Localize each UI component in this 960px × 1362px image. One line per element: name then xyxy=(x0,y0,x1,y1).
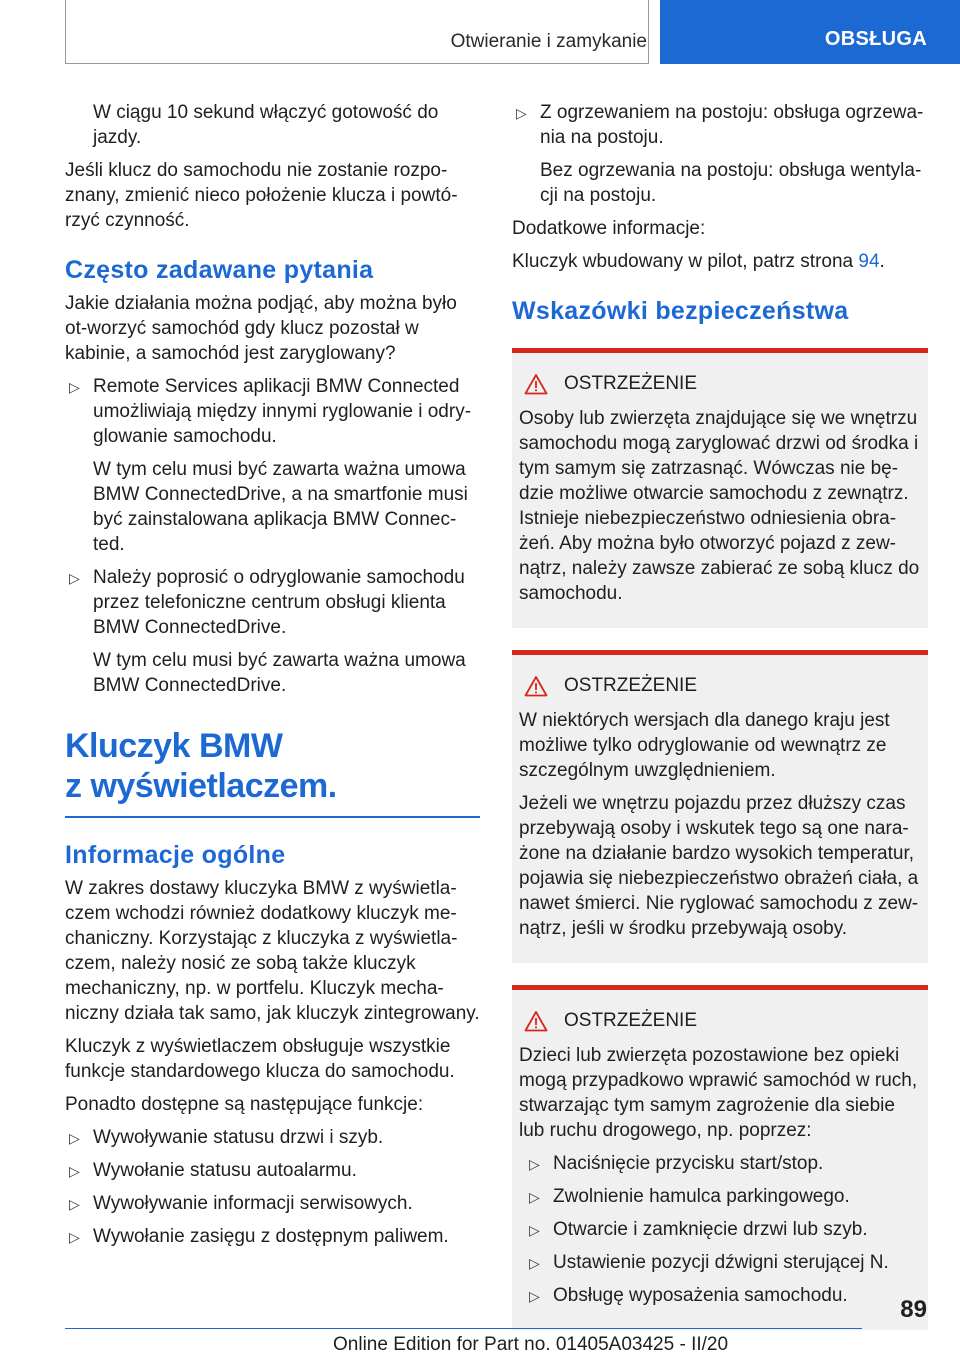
list-item xyxy=(519,1283,922,1308)
header-bottom-rule xyxy=(65,63,649,64)
triangle-bullet-icon: ▷ xyxy=(69,1130,80,1146)
paragraph-key-not-recognized: Jeśli klucz do samochodu nie zostanie rozpo-znany, zmienić nieco położenie klucza i powtó-rzyć czynność. xyxy=(65,160,458,231)
reference-text: Kluczyk wbudowany w pilot, patrz strona xyxy=(512,251,859,272)
list-item xyxy=(65,565,480,640)
triangle-bullet-icon: ▷ xyxy=(69,379,80,395)
list-item xyxy=(65,1125,480,1150)
warning-3-bullet: Zwolnienie hamulca parkingowego. xyxy=(553,1186,850,1207)
warning-title xyxy=(519,673,922,698)
header-right-rule xyxy=(648,0,649,64)
triangle-bullet-icon: ▷ xyxy=(69,1196,80,1212)
warning-3-text: Dzieci lub zwierzęta pozostawione bez opieki mogą przypadkowo wprawić samochód w ruch, stwarzając tym samym zagrożenie dla siebie lub ruchu drogowego, np. poprzez: xyxy=(519,1045,918,1141)
triangle-bullet-icon: ▷ xyxy=(529,1189,540,1205)
triangle-bullet-icon: ▷ xyxy=(529,1156,540,1172)
heating-bullet: Z ogrzewaniem na postoju: obsługa ogrzewa-nia na postoju. xyxy=(540,102,924,148)
info-paragraph-3: Ponadto dostępne są następujące funkcje: xyxy=(65,1094,424,1115)
triangle-bullet-icon: ▷ xyxy=(69,1163,80,1179)
general-info-heading: Informacje ogólne xyxy=(65,841,286,869)
ventilation-note: Bez ogrzewania na postoju: obsługa wentyla-cji na postoju. xyxy=(540,160,922,206)
triangle-bullet-icon: ▷ xyxy=(516,105,527,121)
triangle-bullet-icon: ▷ xyxy=(529,1288,540,1304)
reference-paragraph xyxy=(512,249,928,274)
header-tab-label: OBSŁUGA xyxy=(824,28,927,50)
warning-triangle-icon xyxy=(524,1010,548,1032)
info-bullet: Wywoływanie statusu drzwi i szyb. xyxy=(93,1127,384,1148)
warning-label: OSTRZEŻENIE xyxy=(564,675,698,696)
faq-bullet-1-note: W tym celu musi być zawarta ważna umowa BMW ConnectedDrive, a na smartfonie musi być zainstalowana aplikacja BMW Connec-ted. xyxy=(93,459,468,555)
main-heading-line-1: Kluczyk BMW xyxy=(65,727,283,765)
triangle-bullet-icon: ▷ xyxy=(529,1222,540,1238)
faq-bullet-2-note: W tym celu musi być zawarta ważna umowa BMW ConnectedDrive. xyxy=(93,650,466,696)
footer-edition: Online Edition for Part no. 01405A03425 - II/20 xyxy=(333,1334,729,1355)
info-paragraph-1: W zakres dostawy kluczyka BMW z wyświetla-czem wchodzi również dodatkowy kluczyk me-chaniczny. Korzystając z kluczyka z wyświetla-czem, należy nosić ze sobą także kluczyk mechaniczny, np. w portfelu. Kluczyk mecha-niczny działa tak samo, jak kluczyk zintegrowany. xyxy=(65,878,480,1024)
header-section-title: Otwieranie i zamykanie xyxy=(450,31,647,52)
list-item xyxy=(519,1184,922,1209)
list-item xyxy=(65,374,480,449)
header-left-rule xyxy=(65,0,66,64)
info-bullet: Wywoływanie informacji serwisowych. xyxy=(93,1193,413,1214)
list-item xyxy=(519,1250,922,1275)
right-column xyxy=(512,100,928,1346)
warning-triangle-icon xyxy=(524,675,548,697)
faq-bullet-1: Remote Services aplikacji BMW Connected umożliwiają między innymi ryglowanie i odry-glowanie samochodu. xyxy=(93,376,472,447)
main-section-heading xyxy=(65,726,480,818)
footer-rule xyxy=(65,1328,862,1329)
list-item xyxy=(519,1151,922,1176)
info-bullet: Wywołanie statusu autoalarmu. xyxy=(93,1160,357,1181)
warning-2-text-1: W niektórych wersjach dla danego kraju jest możliwe tylko odryglowanie od wewnątrz ze szczególnym uwzględnieniem. xyxy=(519,710,890,781)
page-number: 89 xyxy=(900,1296,927,1323)
safety-heading: Wskazówki bezpieczeństwa xyxy=(512,297,849,325)
warning-title xyxy=(519,1008,922,1033)
warning-label: OSTRZEŻENIE xyxy=(564,373,698,394)
main-heading-line-2: z wyświetlaczem. xyxy=(65,767,337,805)
warning-label: OSTRZEŻENIE xyxy=(564,1010,698,1031)
warning-box-1 xyxy=(512,348,928,628)
faq-heading: Często zadawane pytania xyxy=(65,256,374,284)
info-bullet: Wywołanie zasięgu z dostępnym paliwem. xyxy=(93,1226,449,1247)
warning-box-3 xyxy=(512,985,928,1330)
triangle-bullet-icon: ▷ xyxy=(69,570,80,586)
list-item xyxy=(65,1158,480,1183)
faq-question: Jakie działania można podjąć, aby można było ot-worzyć samochód gdy klucz pozostał w kabinie, a samochód jest zaryglowany? xyxy=(65,293,457,364)
page-94-link[interactable]: 94 xyxy=(858,251,880,272)
triangle-bullet-icon: ▷ xyxy=(529,1255,540,1271)
warning-title xyxy=(519,371,922,396)
more-info-label: Dodatkowe informacje: xyxy=(512,218,706,239)
info-paragraph-2: Kluczyk z wyświetlaczem obsługuje wszystkie funkcje standardowego klucza do samochodu. xyxy=(65,1036,455,1082)
list-item xyxy=(65,1224,480,1249)
warning-3-bullet: Naciśnięcie przycisku start/stop. xyxy=(553,1153,824,1174)
header-tab-obsluga[interactable] xyxy=(660,0,960,64)
list-item xyxy=(519,1217,922,1242)
left-column xyxy=(65,100,480,1257)
triangle-bullet-icon: ▷ xyxy=(69,1229,80,1245)
warning-3-bullet: Ustawienie pozycji dźwigni sterującej N. xyxy=(553,1252,889,1273)
faq-bullet-2: Należy poprosić o odryglowanie samochodu przez telefoniczne centrum obsługi klienta BMW ConnectedDrive. xyxy=(93,567,465,638)
list-item xyxy=(65,1191,480,1216)
warning-2-text-2: Jeżeli we wnętrzu pojazdu przez dłuższy czas przebywają osoby i wskutek tego są one nara-żone na działanie bardzo wysokich temperatur, pojawia się niebezpieczeństwo obrażeń ciała, a nawet śmierci. Nie ryglować samochodu z zew-nątrz, jeśli w środku przebywają osoby. xyxy=(519,793,919,939)
warning-3-bullet: Obsługę wyposażenia samochodu. xyxy=(553,1285,848,1306)
warning-1-text: Osoby lub zwierzęta znajdujące się we wnętrzu samochodu mogą zaryglować drzwi od środka i tym samym się zatrzasnąć. Wówczas nie bę-dzie możliwe otwarcie samochodu z zewnątrz. Istnieje niebezpieczeństwo odniesienia obra-żeń. Aby można było otworzyć pojazd z zew-nątrz, należy zawsze zabierać ze sobą klucz do samochodu. xyxy=(519,408,920,604)
warning-box-2 xyxy=(512,650,928,963)
warning-3-bullet: Otwarcie i zamknięcie drzwi lub szyb. xyxy=(553,1219,868,1240)
list-item xyxy=(512,100,928,150)
reference-end: . xyxy=(879,251,885,272)
warning-triangle-icon xyxy=(524,373,548,395)
paragraph-ready: W ciągu 10 sekund włączyć gotowość do jazdy. xyxy=(93,102,439,148)
